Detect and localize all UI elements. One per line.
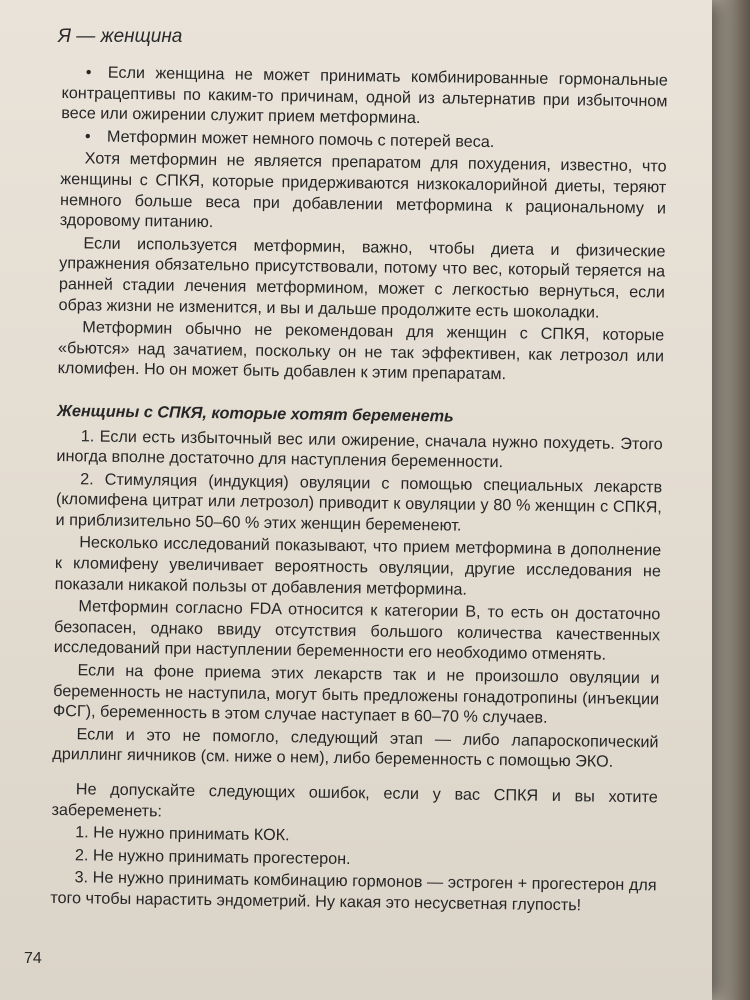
paragraph: Несколько исследований показывают, что прием метформина в дополнение к кломифену увеличивает вероятность овуляции, другие исследования не показали никакой пользы от добавления метформина. <box>54 533 662 599</box>
bullet-text: Метформин может немного помочь с потерей веса. <box>106 127 495 151</box>
page-body <box>50 62 668 919</box>
bullet-dot-icon: • <box>84 127 91 146</box>
bullet-item <box>61 62 668 132</box>
paragraph: Если на фоне приема этих лекарств так и не произошло овуляции и беременность не наступила, могут быть предложены гонадотропины (инъекции ФСГ), беременность в этом случае наступает в 60–70 % случаев. <box>52 661 660 728</box>
page-number: 74 <box>24 950 42 967</box>
running-header <box>58 26 182 48</box>
lead-paragraph: Не допускайте следующих ошибок, если у вас СПКЯ и вы хотите забеременеть: <box>51 780 658 821</box>
mistake-item: 3. Не нужно принимать комбинацию гормонов — эстроген + прогестерон для того чтобы нарастить эндометрий. Ну какая это несусветная глупость! <box>50 868 657 915</box>
running-header-title: Я — женщина <box>58 26 183 47</box>
paragraph: Если используется метформин, важно, чтобы диета и физические упражнения обязательно присутствовали, потому что вес, который теряется на ранней стадии лечения метформином, может с легкостью вернуться, если образ жизни не изменится, и вы и дальше продолжите есть шоколадки. <box>58 234 666 322</box>
paragraph: 2. Стимуляция (индукция) овуляции с помощью специальных лекарств (кломифена цитрат или летрозол) приводит к овуляции у 80 % женщин с СПКЯ, и приблизительно 50–60 % этих женщин беременеют. <box>55 469 663 535</box>
paragraph: Метформин обычно не рекомендован для женщин с СПКЯ, которые «бьются» над зачатием, поскольку он не так эффективен, как летрозол или кломифен. Но он может быть добавлен к этим препаратам. <box>57 318 665 384</box>
bullet-text: Если женщина не может принимать комбинированные гормональные контрацептивы по каким-то причинам, одной из альтернатив при избыточном весе или ожирении служит прием метформина. <box>61 63 668 128</box>
paragraph: Хотя метформин не является препаратом для похудения, известно, что женщины с СПКЯ, которые придерживаются низкокалорийной диеты, теряют немного больше веса при добавлении метформина к рациональному и здоровому питанию. <box>59 149 667 232</box>
paragraph: 1. Если есть избыточный вес или ожирение, сначала нужно похудеть. Этого иногда вполне достаточно для наступления беременности. <box>56 426 663 472</box>
mistake-item: 2. Не нужно принимать прогестерон. <box>74 846 351 868</box>
paragraph: Метформин согласно FDA относится к категории В, то есть он достаточно безопасен, однако ввиду отсутствия большого количества качественных исследований при наступлении беременности его необходимо отменять. <box>53 597 661 665</box>
mistake-item: 1. Не нужно принимать КОК. <box>75 823 290 845</box>
paragraph: Если и это не помогло, следующий этап — либо лапароскопический дриллинг яичников (см. ниже о нем), либо беременность с помощью ЭКО. <box>52 725 659 772</box>
section-heading: Женщины с СПКЯ, которые хотят беременеть <box>57 401 454 426</box>
bullet-dot-icon: • <box>85 63 92 82</box>
